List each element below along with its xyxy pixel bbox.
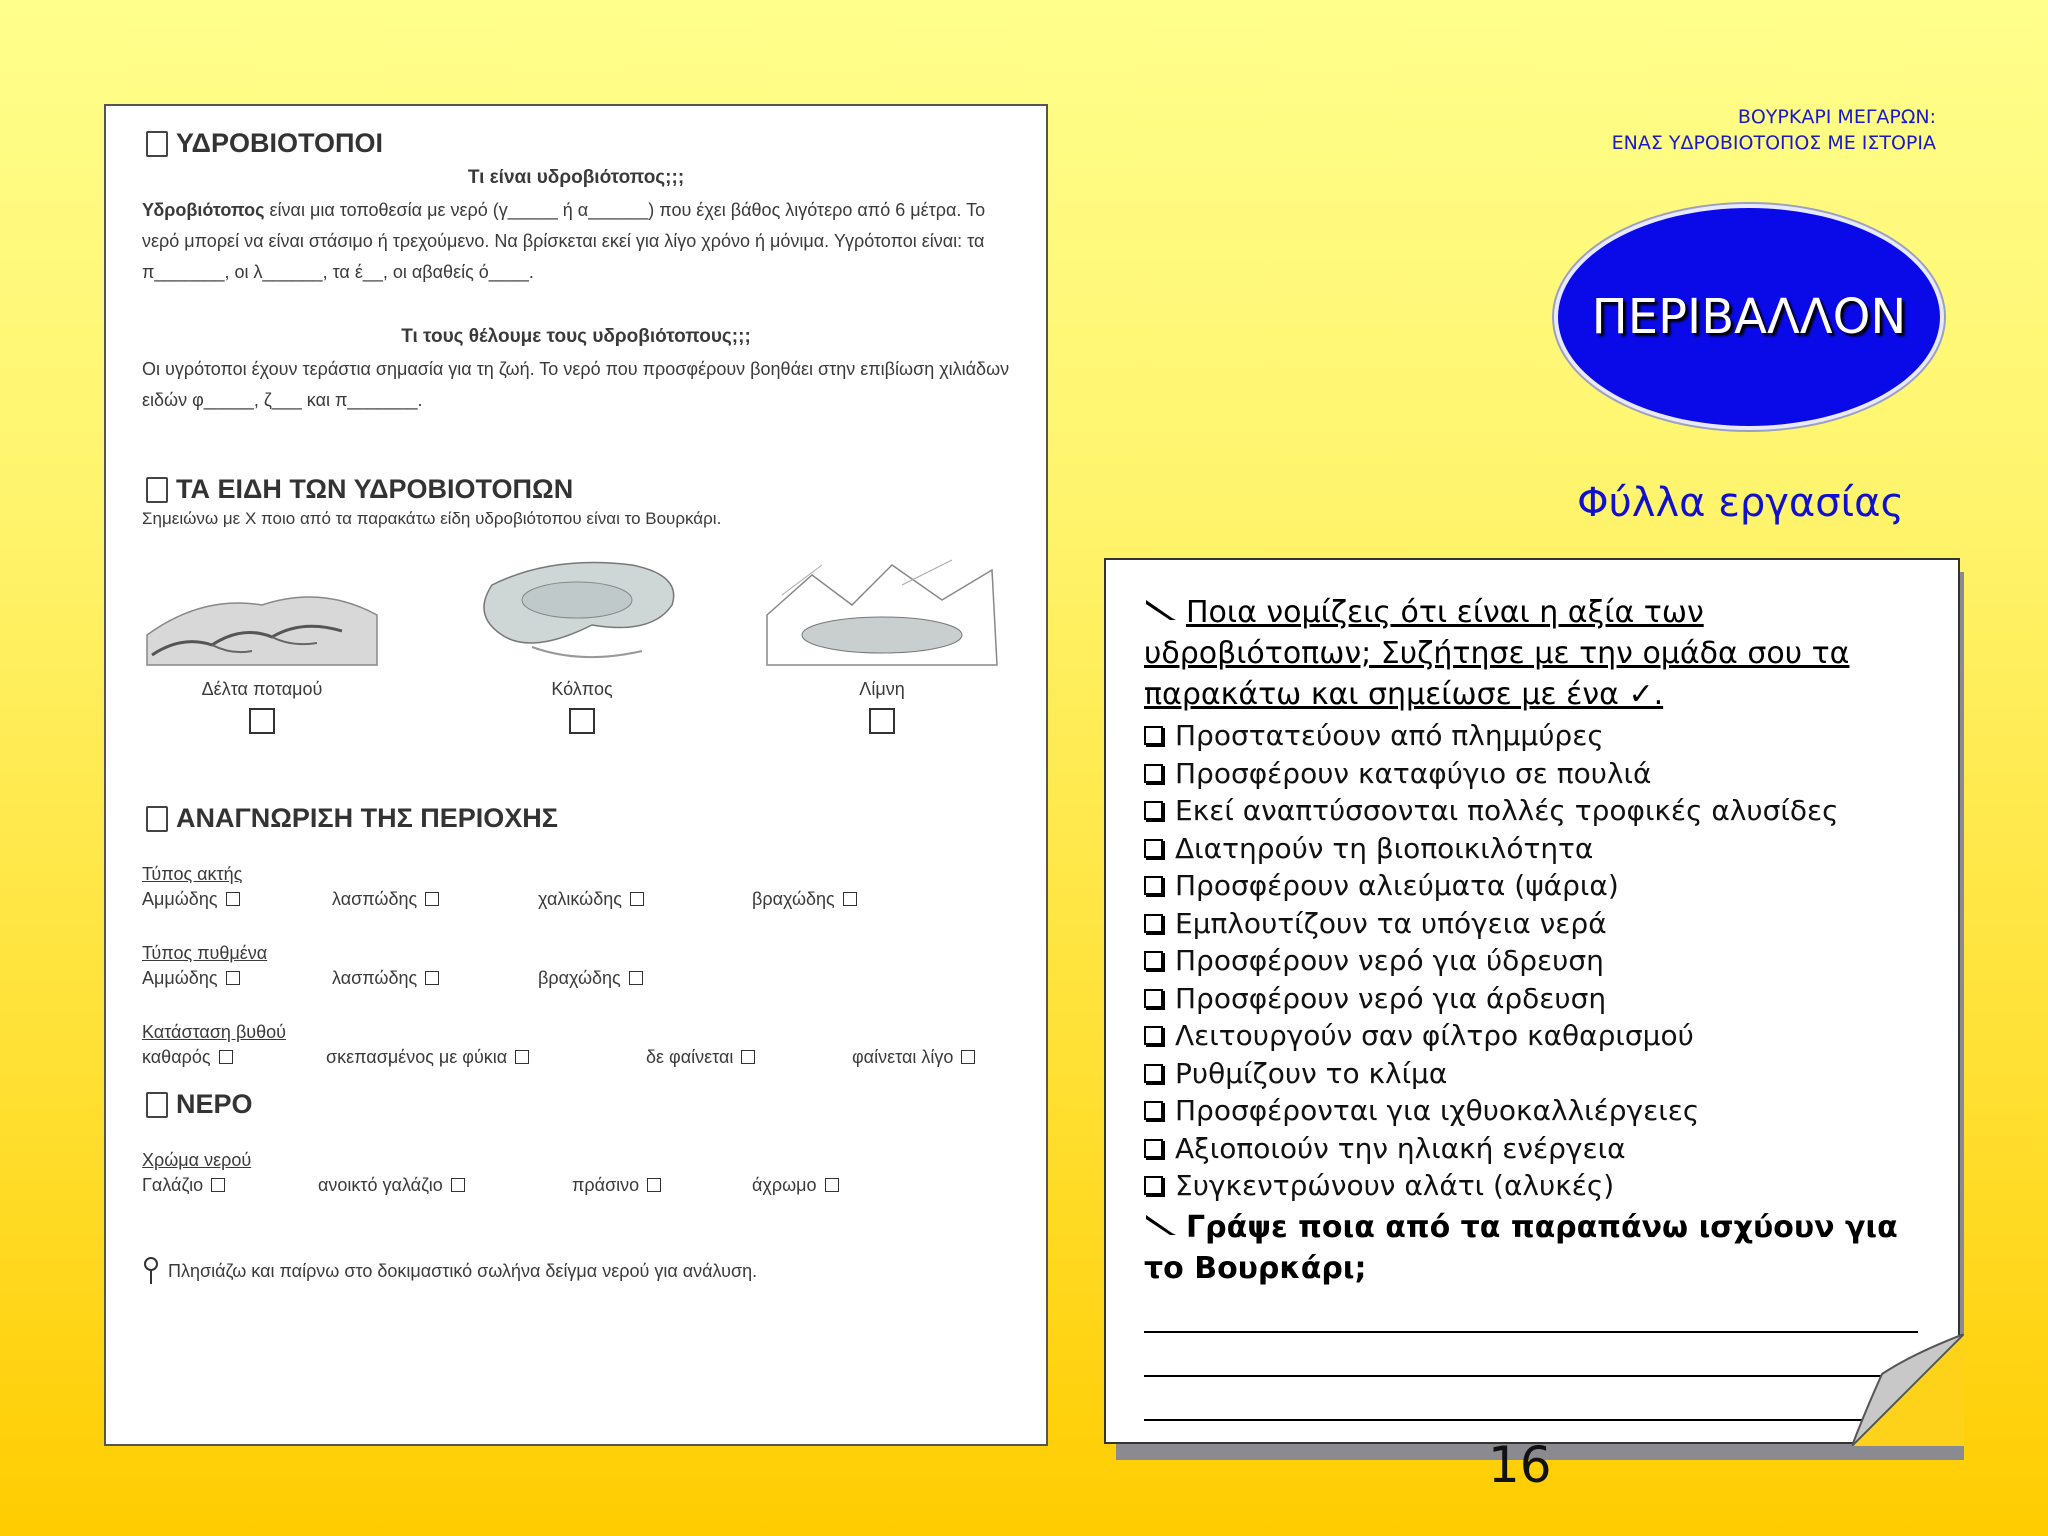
option-not-visible[interactable]: δε φαίνεται — [646, 1043, 852, 1071]
answer-line[interactable] — [1144, 1289, 1918, 1333]
option-green[interactable]: πράσινο — [572, 1171, 752, 1199]
checkbox[interactable] — [1144, 1064, 1163, 1083]
option-muddy[interactable]: λασπώδης — [332, 885, 538, 913]
option-checkbox[interactable] — [226, 971, 240, 985]
checklist-item-label: Προστατεύουν από πλημμύρες — [1175, 719, 1604, 752]
checkbox[interactable] — [1144, 876, 1163, 895]
presentation-header — [1612, 104, 1936, 156]
worksheets-subtitle: Φύλλα εργασίας — [1577, 480, 1904, 526]
page-curl-decoration — [1852, 1334, 1964, 1446]
checklist-item[interactable] — [1144, 867, 1928, 905]
checkbox-icon — [146, 806, 168, 832]
option-rocky[interactable]: βραχώδης — [538, 964, 643, 992]
figure-label: Κόλπος — [551, 679, 613, 699]
checkbox[interactable] — [1144, 1026, 1163, 1045]
option-checkbox[interactable] — [211, 1178, 225, 1192]
badge-label: ΠΕΡΙΒΑΛΛΟΝ — [1591, 289, 1907, 345]
group-title-seabed-state: Κατάσταση βυθού — [142, 1022, 287, 1042]
card-write-prompt: Γράψε ποια από τα παραπάνω ισχύουν για το Βουρκάρι; — [1144, 1209, 1898, 1286]
question-why-wetlands: Τι τους θέλουμε τους υδροβιότοπους;;; — [401, 326, 751, 347]
checkbox-icon — [146, 1092, 168, 1118]
option-checkbox[interactable] — [629, 971, 643, 985]
checkbox[interactable] — [1144, 764, 1163, 783]
option-checkbox[interactable] — [515, 1050, 529, 1064]
wetland-type-figures — [142, 555, 1010, 785]
checklist-item[interactable] — [1144, 905, 1928, 943]
option-rocky[interactable]: βραχώδης — [752, 885, 857, 913]
checkbox[interactable] — [1144, 726, 1163, 745]
checklist-item[interactable] — [1144, 942, 1928, 980]
options-coast-type — [142, 885, 1010, 913]
checklist-item-label: Προσφέρουν καταφύγιο σε πουλιά — [1175, 756, 1652, 790]
checklist-item[interactable] — [1144, 830, 1928, 868]
checklist-item-label: Προσφέρουν αλιεύματα (ψάρια) — [1175, 869, 1619, 902]
option-sandy[interactable]: Αμμώδης — [142, 885, 332, 913]
lake-illustration — [762, 555, 1002, 675]
paragraph-importance: Οι υγρότοποι έχουν τεράστια σημασία για τη ζωή. Το νερό που προσφέρουν βοηθάει στην επιβίωση χιλιάδων ειδών φ_____, ζ___ και π_______. — [142, 359, 1010, 410]
checkbox-icon — [146, 477, 168, 503]
checklist-item-label: Προσφέρονται για ιχθυοκαλλιέργειες — [1175, 1094, 1700, 1127]
note-card — [1104, 558, 1960, 1444]
option-checkbox[interactable] — [825, 1178, 839, 1192]
gulf-illustration — [472, 555, 692, 675]
checklist-item[interactable] — [1144, 1055, 1928, 1093]
instruction-mark-type: Σημειώνω με Χ ποιο από τα παρακάτω είδη υδροβιότοπου είναι το Βουρκάρι. — [142, 509, 722, 528]
section-title-wetland-types: ΤΑ ΕΙΔΗ ΤΩΝ ΥΔΡΟΒΙΟΤΟΠΩΝ — [146, 474, 1010, 505]
option-light-blue[interactable]: Γαλάζιο — [142, 1171, 318, 1199]
figure-checkbox[interactable] — [869, 708, 895, 734]
option-checkbox[interactable] — [425, 892, 439, 906]
checkbox[interactable] — [1144, 989, 1163, 1008]
option-covered-seaweed[interactable]: σκεπασμένος με φύκια — [326, 1043, 646, 1071]
checklist-item-label: Εμπλουτίζουν τα υπόγεια νερά — [1175, 906, 1607, 940]
option-checkbox[interactable] — [451, 1178, 465, 1192]
checklist-item-label: Ρυθμίζουν το κλίμα — [1175, 1056, 1448, 1090]
checklist-item-label: Συγκεντρώνουν αλάτι (αλυκές) — [1175, 1169, 1615, 1202]
option-sandy[interactable]: Αμμώδης — [142, 964, 332, 992]
group-title-coast-type: Τύπος ακτής — [142, 864, 243, 884]
checklist-item-label: Διατηρούν τη βιοποικιλότητα — [1175, 831, 1594, 865]
answer-line[interactable] — [1144, 1377, 1918, 1421]
header-line-1: ΒΟΥΡΚΑΡΙ ΜΕΓΑΡΩΝ: — [1737, 106, 1936, 128]
option-checkbox[interactable] — [843, 892, 857, 906]
option-clean[interactable]: καθαρός — [142, 1043, 326, 1071]
checklist-item-label: Προσφέρουν νερό για άρδευση — [1175, 981, 1607, 1015]
option-checkbox[interactable] — [226, 892, 240, 906]
checklist-item[interactable] — [1144, 1167, 1928, 1205]
section-title-wetlands: ΥΔΡΟΒΙΟΤΟΠΟΙ — [146, 128, 1010, 159]
checkbox[interactable] — [1144, 1139, 1163, 1158]
hint-water-sample: Πλησιάζω και παίρνω στο δοκιμαστικό σωλήνα δείγμα νερού για ανάλυση. — [142, 1257, 1010, 1285]
option-checkbox[interactable] — [647, 1178, 661, 1192]
option-checkbox[interactable] — [630, 892, 644, 906]
group-title-water-color: Χρώμα νερού — [142, 1150, 252, 1170]
checklist-item[interactable] — [1144, 1092, 1928, 1130]
checkbox[interactable] — [1144, 1101, 1163, 1120]
option-muddy[interactable]: λασπώδης — [332, 964, 538, 992]
option-checkbox[interactable] — [961, 1050, 975, 1064]
section-title-water: ΝΕΡΟ — [146, 1089, 1010, 1120]
figure-checkbox[interactable] — [249, 708, 275, 734]
checklist-item-label: Λειτουργούν σαν φίλτρο καθαρισμού — [1175, 1019, 1694, 1052]
pencil-icon — [1144, 598, 1178, 622]
option-pebbly[interactable]: χαλικώδης — [538, 885, 752, 913]
section-title-area-recognition: ΑΝΑΓΝΩΡΙΣΗ ΤΗΣ ΠΕΡΙΟΧΗΣ — [146, 803, 1010, 834]
answer-line[interactable] — [1144, 1333, 1918, 1377]
figure-label: Λίμνη — [859, 679, 905, 699]
question-what-is-wetland: Τι είναι υδροβιότοπος;;; — [467, 167, 685, 188]
option-checkbox[interactable] — [219, 1050, 233, 1064]
option-checkbox[interactable] — [741, 1050, 755, 1064]
checklist-item[interactable] — [1144, 1130, 1928, 1168]
figure-lake — [762, 555, 1002, 734]
checklist-item-label: Αξιοποιούν την ηλιακή ενέργεια — [1175, 1131, 1626, 1165]
environment-badge — [1554, 204, 1944, 430]
options-bottom-type — [142, 964, 1010, 992]
page-number: 16 — [1488, 1436, 1552, 1494]
group-title-bottom-type: Τύπος πυθμένα — [142, 943, 268, 963]
checklist-item[interactable] — [1144, 755, 1928, 793]
worksheet-scan — [104, 104, 1048, 1446]
figure-gulf — [462, 555, 702, 734]
checkbox[interactable] — [1144, 1176, 1163, 1195]
checkbox[interactable] — [1144, 839, 1163, 858]
option-pale-blue[interactable]: ανοικτό γαλάζιο — [318, 1171, 572, 1199]
checklist-item[interactable] — [1144, 717, 1928, 755]
pencil-icon — [1144, 1213, 1178, 1237]
checkbox[interactable] — [1144, 801, 1163, 820]
checklist-item[interactable] — [1144, 980, 1928, 1018]
value-checklist — [1144, 717, 1928, 1205]
figure-river-delta — [142, 555, 382, 734]
checklist-item-label: Προσφέρουν νερό για ύδρευση — [1175, 944, 1604, 977]
figure-label: Δέλτα ποταμού — [201, 679, 323, 699]
checklist-item[interactable] — [1144, 792, 1928, 830]
checklist-item-label: Εκεί αναπτύσσονται πολλές τροφικές αλυσίδες — [1175, 794, 1839, 827]
option-colorless[interactable]: άχρωμο — [752, 1171, 839, 1199]
checkbox[interactable] — [1144, 951, 1163, 970]
options-seabed-state — [142, 1043, 1010, 1071]
option-slightly-visible[interactable]: φαίνεται λίγο — [852, 1043, 975, 1071]
checkbox[interactable] — [1144, 914, 1163, 933]
checklist-item[interactable] — [1144, 1017, 1928, 1055]
header-line-2: ΕΝΑΣ ΥΔΡΟΒΙΟΤΟΠΟΣ ΜΕ ΙΣΤΟΡΙΑ — [1611, 132, 1936, 154]
pin-icon — [142, 1257, 160, 1285]
river-delta-illustration — [142, 555, 382, 675]
figure-checkbox[interactable] — [569, 708, 595, 734]
card-instruction: Ποια νομίζεις ότι είναι η αξία των υδροβιότοπων; Συζήτησε με την ομάδα σου τα παρακάτω και σημείωσε με ένα ✓. — [1144, 595, 1850, 712]
checkbox-icon — [146, 131, 168, 157]
paragraph-definition: Υδροβιότοπος είναι μια τοποθεσία με νερό (γ_____ ή α______) που έχει βάθος λιγότερο από 6 μέτρα. Το νερό μπορεί να είναι στάσιμο ή τρεχούμενο. Να βρίσκεται εκεί για λίγο χρόνο ή μόνιμα. Υγρότοποι είναι: τα π_______, οι λ______, τα έ__, οι αβαθείς ό____. — [142, 200, 986, 282]
option-checkbox[interactable] — [425, 971, 439, 985]
options-water-color — [142, 1171, 1010, 1199]
